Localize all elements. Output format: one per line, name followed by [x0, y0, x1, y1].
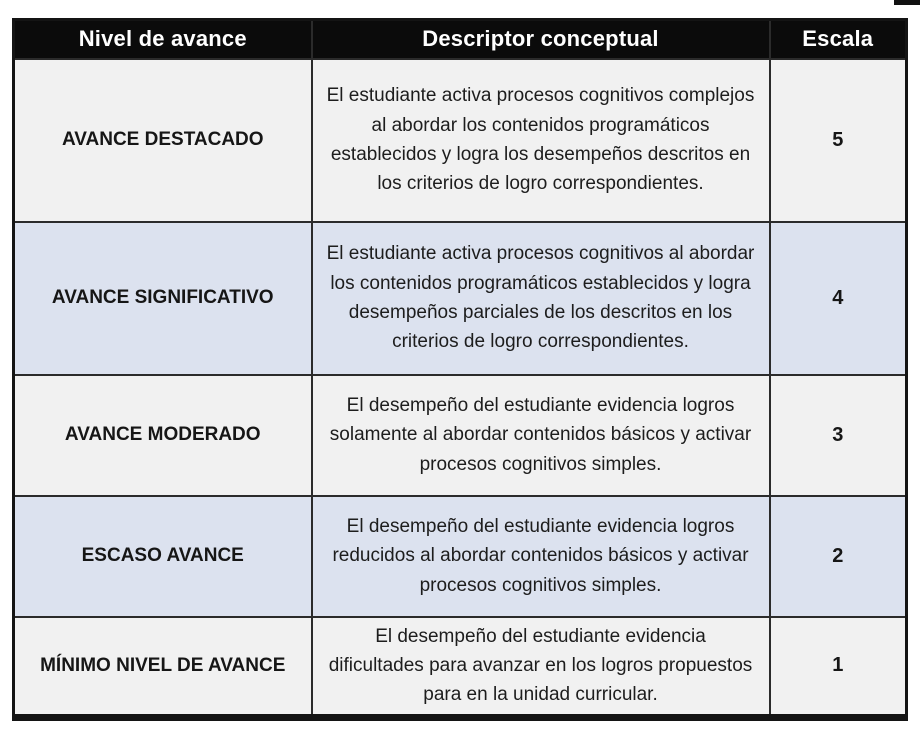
scale-value: 2	[770, 496, 907, 617]
descriptor-text: El desempeño del estudiante evidencia logros solamente al abordar contenidos básicos y activar procesos cognitivos simples.	[312, 375, 770, 496]
table-row-avance-destacado	[14, 59, 907, 222]
edge-artifact-mark	[894, 0, 920, 5]
level-label: AVANCE DESTACADO	[14, 59, 312, 222]
scale-value: 3	[770, 375, 907, 496]
level-label: ESCASO AVANCE	[14, 496, 312, 617]
descriptor-text: El desempeño del estudiante evidencia dificultades para avanzar en los logros propuestos para en la unidad curricular.	[312, 617, 770, 718]
progress-rubric-table	[12, 18, 908, 721]
table-row-avance-significativo	[14, 222, 907, 375]
level-label: AVANCE MODERADO	[14, 375, 312, 496]
descriptor-text: El estudiante activa procesos cognitivos complejos al abordar los contenidos programáticos establecidos y logra los desempeños descritos en los criterios de logro correspondientes.	[312, 59, 770, 222]
descriptor-text: El estudiante activa procesos cognitivos al abordar los contenidos programáticos establecidos y logra desempeños parciales de los descritos en los criterios de logro correspondientes.	[312, 222, 770, 375]
scale-value: 4	[770, 222, 907, 375]
table-header-row	[14, 20, 907, 59]
table-row-escaso-avance	[14, 496, 907, 617]
scale-value: 1	[770, 617, 907, 718]
table-row-avance-moderado	[14, 375, 907, 496]
level-label: MÍNIMO NIVEL DE AVANCE	[14, 617, 312, 718]
scale-value: 5	[770, 59, 907, 222]
descriptor-text: El desempeño del estudiante evidencia logros reducidos al abordar contenidos básicos y activar procesos cognitivos simples.	[312, 496, 770, 617]
level-label: AVANCE SIGNIFICATIVO	[14, 222, 312, 375]
header-descriptor-conceptual: Descriptor conceptual	[312, 20, 770, 59]
header-escala: Escala	[770, 20, 907, 59]
table-row-minimo-nivel-de-avance	[14, 617, 907, 718]
header-nivel-de-avance: Nivel de avance	[14, 20, 312, 59]
